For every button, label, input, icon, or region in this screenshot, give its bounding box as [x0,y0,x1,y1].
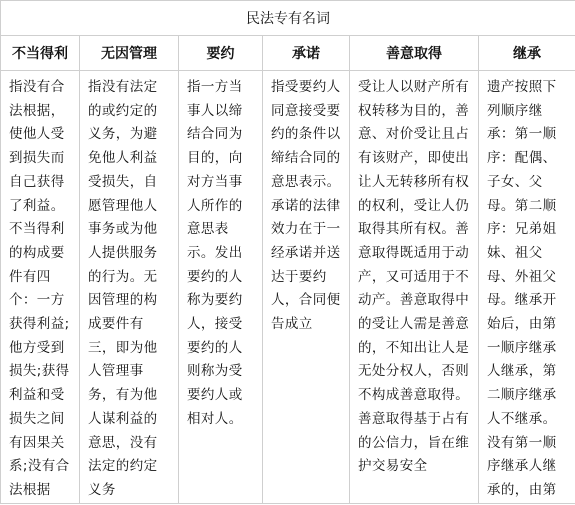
cell-unjust-enrichment [1,71,80,504]
cell-inheritance [479,71,575,504]
header-row [1,36,575,71]
cell-acceptance [263,71,350,504]
definition-text: 指没有法定的或约定的义务，为避免他人利益受损失，自愿管理他人事务或为他人提供服务的行为。无因管理的构成要件有三，即为他人管理事务，有为他人谋利益的意思，没有法定的约定义务 [88,79,158,498]
header-negotiorum-gestio: 无因管理 [80,36,179,71]
definition-text: 指受要约人同意接受要约的条件以缔结合同的意思表示。承诺的法律效力在于一经承诺并送达于要约人，合同便告成立 [271,79,341,333]
body-row [1,71,575,504]
header-good-faith-acquisition: 善意取得 [350,36,479,71]
header-unjust-enrichment: 不当得利 [1,36,80,71]
table-title: 民法专有名词 [1,1,575,36]
definition-text: 遗产按照下列顺序继承：第一顺序：配偶、子女、父母。第二顺序：兄弟姐妹、祖父母、外祖父母。继承开始后，由第一顺序继承人继承，第二顺序继承人不继承。没有第一顺序继承人继承的，由第 [487,79,557,498]
header-inheritance: 继承 [479,36,575,71]
header-offer: 要约 [179,36,263,71]
cell-negotiorum-gestio [80,71,179,504]
cell-good-faith-acquisition [350,71,479,504]
definition-text: 指没有合法根据，使他人受到损失而自己获得了利益。不当得利的构成要件有四个：一方获得利益;他方受到损失;获得利益和受损失之间有因果关系;没有合法根据 [9,79,70,498]
cell-offer [179,71,263,504]
header-acceptance: 承诺 [263,36,350,71]
title-row [1,1,575,36]
definition-text: 受让人以财产所有权转移为目的，善意、对价受让且占有该财产，即使出让人无转移所有权的权利，受让人仍取得其所有权。善意取得既适用于动产，又可适用于不动产。善意取得中的受让人需是善意的，不知出让人是无处分权人，否则不构成善意取得。善意取得基于占有的公信力，旨在维护交易安全 [358,79,470,475]
definition-text: 指一方当事人以缔结合同为目的，向对方当事人所作的意思表示。发出要约的人称为要约人，接受要约的人则称为受要约人或相对人。 [187,79,243,427]
